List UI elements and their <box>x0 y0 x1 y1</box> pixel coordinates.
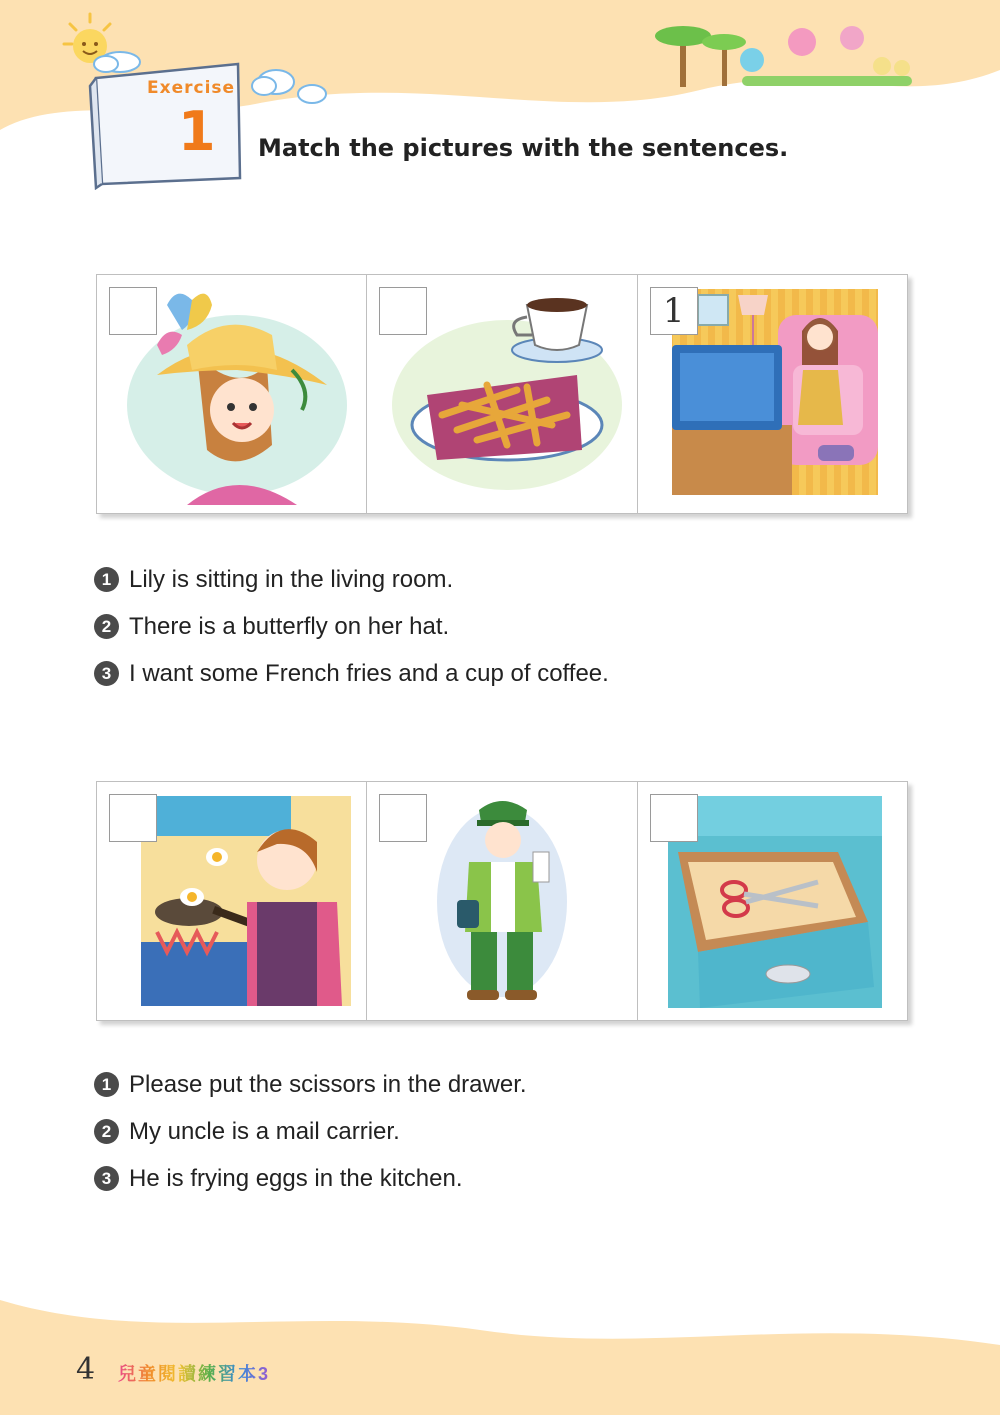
sentence-number: 1 <box>94 1072 119 1097</box>
picture-cell-2-3 <box>638 782 907 1020</box>
sentence-text: My uncle is a mail carrier. <box>129 1117 400 1145</box>
sentence-text: He is frying eggs in the kitchen. <box>129 1164 463 1192</box>
sentence-item <box>94 603 609 650</box>
sentence-text: Please put the scissors in the drawer. <box>129 1070 527 1098</box>
book-title-text: 兒童閱讀練習本3 <box>118 1364 271 1384</box>
sentence-item <box>94 1108 527 1155</box>
palm-tree-letters-icon <box>652 12 922 92</box>
cloud-icon <box>246 62 336 106</box>
sentence-list-2 <box>94 1061 527 1202</box>
answer-box[interactable] <box>379 287 427 335</box>
exercise-label: Exercise <box>147 78 236 98</box>
answer-box[interactable]: 1 <box>650 287 698 335</box>
answer-box[interactable] <box>379 794 427 842</box>
sentence-number: 2 <box>94 1119 119 1144</box>
picture-row-1 <box>96 274 908 514</box>
answer-box[interactable] <box>109 287 157 335</box>
picture-row-2 <box>96 781 908 1021</box>
book-title <box>118 1360 270 1386</box>
sentence-number: 1 <box>94 567 119 592</box>
picture-cell-2-2 <box>367 782 637 1020</box>
sentence-text: Lily is sitting in the living room. <box>129 565 454 593</box>
sentence-number: 2 <box>94 614 119 639</box>
picture-cell-1-3 <box>638 275 907 513</box>
picture-cell-1-2 <box>367 275 637 513</box>
exercise-book-icon <box>88 50 248 190</box>
picture-cell-2-1 <box>97 782 367 1020</box>
sentence-text: I want some French fries and a cup of coffee. <box>129 659 609 687</box>
answer-box[interactable] <box>109 794 157 842</box>
sentence-item <box>94 1155 527 1202</box>
sentence-list-1 <box>94 556 609 697</box>
exercise-number: 1 <box>178 100 216 163</box>
instruction-text: Match the pictures with the sentences. <box>258 134 789 162</box>
picture-cell-1-1 <box>97 275 367 513</box>
page-number: 4 <box>76 1352 96 1387</box>
answer-box[interactable] <box>650 794 698 842</box>
sentence-text: There is a butterfly on her hat. <box>129 612 450 640</box>
sentence-number: 3 <box>94 661 119 686</box>
sentence-item <box>94 650 609 697</box>
sentence-item <box>94 1061 527 1108</box>
sentence-number: 3 <box>94 1166 119 1191</box>
sentence-item <box>94 556 609 603</box>
